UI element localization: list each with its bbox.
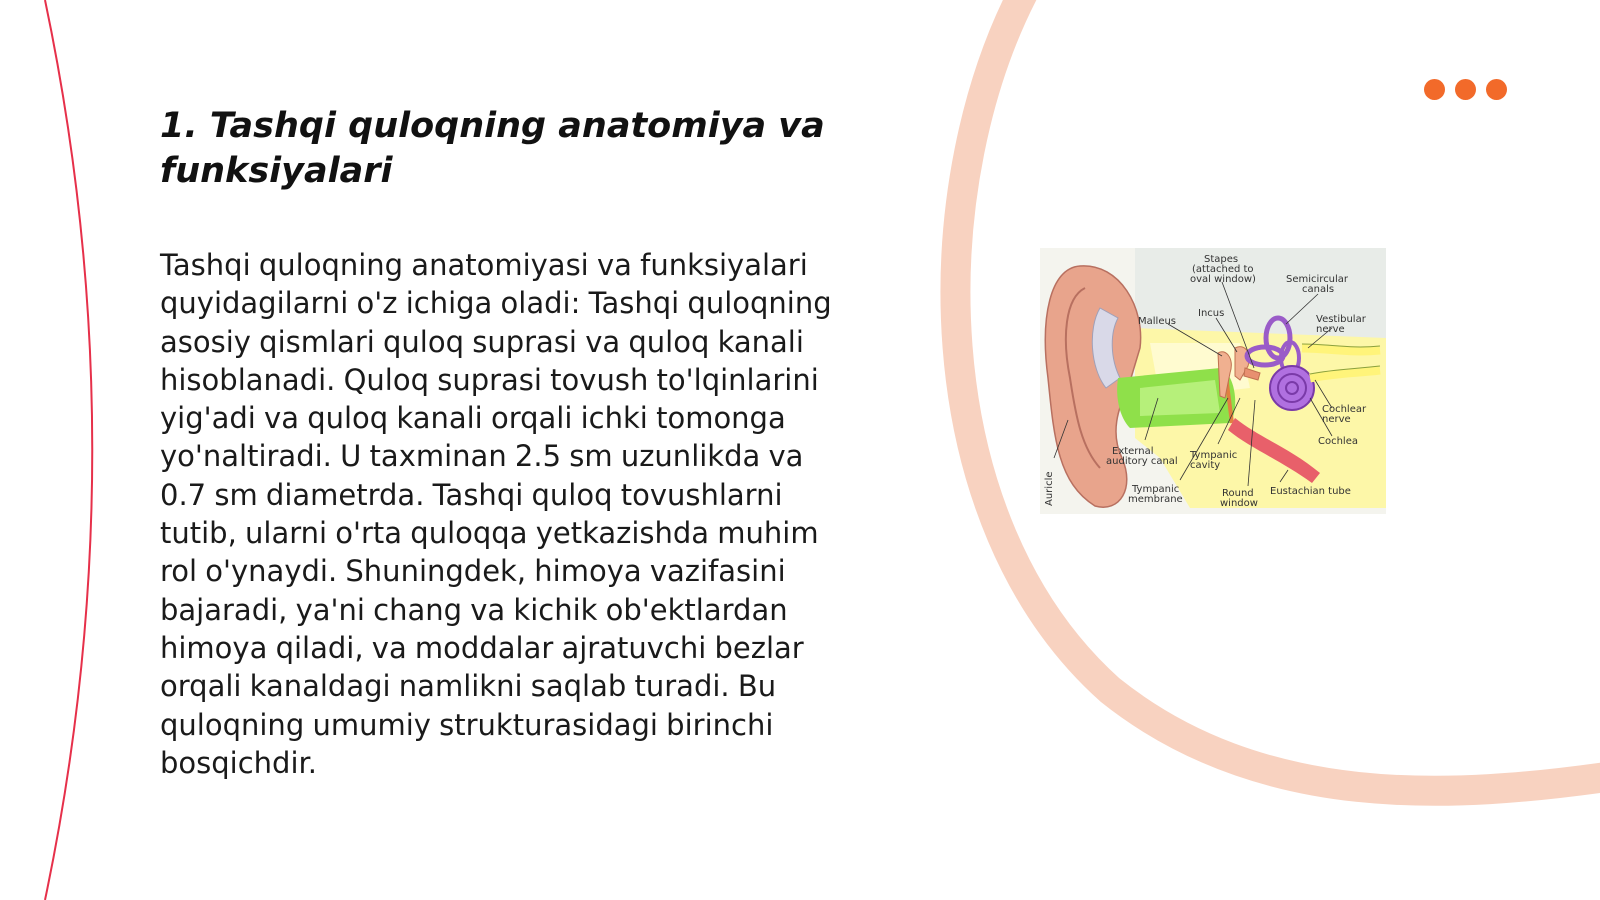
label-cochlear-nerve-1: Cochlear [1322,404,1367,415]
label-semicircular-1: Semicircular [1286,274,1349,285]
label-tympanic-membrane-2: membrane [1128,494,1183,505]
label-vestibular-1: Vestibular [1316,314,1366,325]
slide-body-text: Tashqi quloqning anatomiyasi va funksiyalari quyidagilarni o'z ichiga oladi: Tashqi quloqning asosiy qismlari quloq suprasi va quloq kanali hisoblanadi. Quloq suprasi tovush to'lqinlarini yig'adi va quloq kanali orqali ichki tomonga yo'naltiradi. U taxminan 2.5 sm uzunlikda va 0.7 sm diametrda. Tashqi quloq tovushlarni tutib, ularni o'rta quloqqa yetkazishda muhim rol o'ynaydi. Shuningdek, himoya vazifasini bajaradi, ya'ni chang va kichik ob'ektlardan himoya qiladi, va moddalar ajratuvchi bezlar orqali kanaldagi namlikni saqlab turadi. Bu quloqning umumiy strukturasidagi birinchi bosqichdir. [160,248,832,780]
dot-1 [1424,79,1445,100]
label-incus: Incus [1198,308,1225,319]
vestibular-nerve-shape [1302,348,1380,351]
label-round-window-1: Round [1222,488,1254,499]
label-external-1: External [1112,446,1154,457]
dot-2 [1455,79,1476,100]
label-cochlear-nerve-2: nerve [1322,414,1351,425]
label-cochlea: Cochlea [1318,436,1358,447]
label-semicircular-2: canals [1302,284,1335,295]
label-auricle: Auricle [1044,471,1055,506]
label-tympanic-cavity-2: cavity [1190,460,1221,471]
label-malleus: Malleus [1138,316,1177,327]
label-round-window-2: window [1220,498,1258,509]
left-red-curve [45,0,92,900]
ear-anatomy-figure [1040,248,1386,514]
label-stapes-3: oval window) [1190,274,1256,285]
label-stapes-1: Stapes [1204,254,1239,265]
label-vestibular-2: nerve [1316,324,1345,335]
ear-anatomy-diagram [1040,248,1386,514]
label-tympanic-membrane-1: Tympanic [1132,484,1180,495]
label-external-2: auditory canal [1106,456,1178,467]
cochlea-shape [1270,366,1314,410]
label-stapes-2: (attached to [1192,264,1254,275]
label-eustachian: Eustachian tube [1270,486,1351,497]
dot-3 [1486,79,1507,100]
label-tympanic-cavity-1: Tympanic [1190,450,1238,461]
decorative-dots [1424,79,1507,100]
slide-title: 1. Tashqi quloqning anatomiya va funksiyalari [160,106,825,191]
